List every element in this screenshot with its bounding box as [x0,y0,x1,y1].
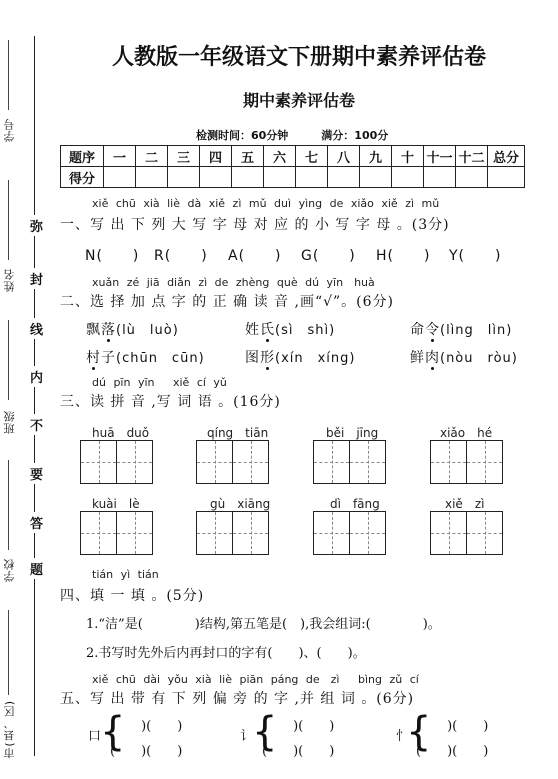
seal-char: 不 [30,414,43,435]
q5-blank[interactable]: ( )( ) [262,719,335,734]
score-header-cell: 二 [136,146,168,167]
q2-dotted-char: 氏 [260,322,275,338]
q2-options: (lù luò) [116,323,179,338]
score-header-cell: 三 [168,146,200,167]
q4-heading: 四、填 一 填 。(5分) [60,588,205,604]
score-cell[interactable] [392,167,424,188]
score-row-label: 得分 [61,167,104,188]
score-cell[interactable] [168,167,200,188]
page-subtitle: 期中素养评估卷 [242,91,355,110]
school-blank [8,460,9,550]
q2-dotted-char: 落 [101,322,116,338]
q2-char: 图 [245,350,260,366]
q2-options: (xín xíng) [275,351,356,366]
q2-item[interactable] [410,319,512,339]
q1-heading: 一、写 出 下 列 大 写 字 母 对 应 的 小 写 字 母 。(3分) [60,217,450,233]
score-header-cell: 六 [264,146,296,167]
score-header-cell: 十一 [424,146,456,167]
score-cell[interactable] [200,167,232,188]
q1-letter[interactable]: R( ) [154,248,208,264]
q3-word-pinyin: kuài lè [92,497,140,511]
q2-char: 姓 [245,322,260,338]
page-title: 人教版一年级语文下册期中素养评估卷 [111,45,486,70]
name-blank [8,180,9,260]
q2-options: (lìng lìn) [440,323,513,338]
tianzige-box[interactable] [349,440,386,484]
q1-letter[interactable]: H( ) [376,248,431,264]
q3-word-pinyin: xiě zì [445,497,485,511]
score-header-cell: 题序 [61,146,104,167]
q2-char: 鲜 [410,350,425,366]
q5-blank[interactable]: ( )( ) [416,719,489,734]
tianzige-box[interactable] [232,511,269,555]
score-header-cell: 十 [392,146,424,167]
q2-heading: 二、选 择 加 点 字 的 正 确 读 音 ,画“√”。(6分) [60,294,395,310]
tianzige-box[interactable] [466,440,503,484]
q2-item[interactable] [245,347,356,367]
score-cell[interactable] [456,167,488,188]
q5-pinyin: xiě chū dài yǒu xià liè piān páng de zì bìng zǔ cí [92,673,419,686]
seal-char: 要 [30,463,43,484]
score-header-cell: 十二 [456,146,488,167]
tianzige-box[interactable] [196,511,233,555]
q1-letter[interactable]: Y( ) [449,248,502,264]
q2-item[interactable] [86,347,205,367]
score-cell[interactable] [296,167,328,188]
q2-item[interactable] [410,347,518,367]
tianzige-box[interactable] [80,511,117,555]
seal-char: 内 [30,366,43,387]
tianzige-box[interactable] [313,511,350,555]
q4-line-1[interactable]: 1.“洁”是( )结构,第五笔是( ),我会组词:( )。 [86,617,441,632]
q3-word-pinyin: gù xiāng [210,497,271,511]
q5-radical: 忄 [396,729,411,744]
q2-item[interactable] [86,319,179,339]
q5-radical: 口 [88,729,103,744]
score-cell[interactable] [136,167,168,188]
seal-char: 封 [30,268,43,289]
q1-letter[interactable]: N( ) [85,248,140,264]
score-cell[interactable] [264,167,296,188]
score-cell[interactable] [232,167,264,188]
score-header-row [61,146,525,167]
tianzige-box[interactable] [116,511,153,555]
tianzige-box[interactable] [196,440,233,484]
score-table [60,145,525,188]
city-label: 市(县、区) [3,700,16,759]
q1-letter[interactable]: A( ) [228,248,282,264]
q5-blank[interactable]: ( )( ) [416,744,489,759]
tianzige-box[interactable] [430,511,467,555]
score-cell[interactable] [488,167,525,188]
q5-blank[interactable]: ( )( ) [110,719,183,734]
name-label: 姓名 [3,268,16,292]
q1-pinyin: xiě chū xià liè dà xiě zì mǔ duì yìng de xiǎo xiě zì mǔ [92,197,440,210]
tianzige-box[interactable] [349,511,386,555]
q3-word-pinyin: qíng tiān [207,426,269,440]
class-label: 班级 [3,410,16,434]
q5-blank[interactable]: ( )( ) [110,744,183,759]
binding-line [34,36,35,756]
q2-char: 子 [101,350,116,366]
q3-pinyin: dú pīn yīn xiě cí yǔ [92,376,227,389]
student-number-label: 学号 [3,118,16,142]
q2-dotted-char: 村 [86,350,101,366]
tianzige-box[interactable] [466,511,503,555]
q5-radical: 讠 [240,729,255,744]
q3-word-pinyin: xiǎo hé [440,426,493,440]
tianzige-box[interactable] [80,440,117,484]
score-header-cell: 四 [200,146,232,167]
q2-options: (nòu ròu) [440,351,518,366]
q5-blank[interactable]: ( )( ) [262,744,335,759]
q3-word-pinyin: huā duǒ [92,426,150,440]
score-header-cell: 七 [296,146,328,167]
q2-dotted-char: 令 [425,322,440,338]
q3-heading: 三、读 拼 音 ,写 词 语 。(16分) [60,394,281,410]
score-cell[interactable] [104,167,136,188]
q4-pinyin: tián yì tián [92,568,159,581]
score-header-cell: 一 [104,146,136,167]
seal-char: 答 [30,512,43,533]
q1-letter[interactable]: G( ) [301,248,356,264]
score-header-cell: 八 [328,146,360,167]
q2-options: (sì shì) [275,323,336,338]
q2-char: 命 [410,322,425,338]
brace-icon: { [100,709,126,755]
brace-icon: { [252,709,278,755]
q2-options: (chūn cūn) [116,351,205,366]
q5-heading: 五、写 出 带 有 下 列 偏 旁 的 字 ,并 组 词 。(6分) [60,691,415,707]
score-header-cell: 九 [360,146,392,167]
q3-word-pinyin: běi jīng [326,426,379,440]
seal-char: 题 [30,558,43,579]
q2-dotted-char: 形 [260,350,275,366]
score-value-row [61,167,525,188]
q2-dotted-char: 肉 [425,350,440,366]
seal-char: 弥 [30,215,43,236]
score-header-cell: 五 [232,146,264,167]
q3-word-pinyin: dì fāng [330,497,380,511]
q2-pinyin: xuǎn zé jiā diǎn zì de zhèng què dú yīn huà [92,276,375,289]
school-label: 学校 [3,558,16,582]
brace-icon: { [406,709,432,755]
tianzige-box[interactable] [430,440,467,484]
class-blank [8,320,9,400]
score-cell[interactable] [424,167,456,188]
q2-item[interactable] [245,319,335,339]
exam-info: 检测时间：60分钟 满分：100分 [196,129,389,142]
tianzige-box[interactable] [116,440,153,484]
tianzige-box[interactable] [313,440,350,484]
seal-char: 线 [30,318,43,339]
q4-line-2[interactable]: 2.书写时先外后内再封口的字有( )、( )。 [86,646,366,661]
city-blank [8,610,9,695]
q2-char: 飘 [86,322,101,338]
score-cell[interactable] [360,167,392,188]
score-cell[interactable] [328,167,360,188]
tianzige-box[interactable] [232,440,269,484]
score-header-cell: 总分 [488,146,525,167]
